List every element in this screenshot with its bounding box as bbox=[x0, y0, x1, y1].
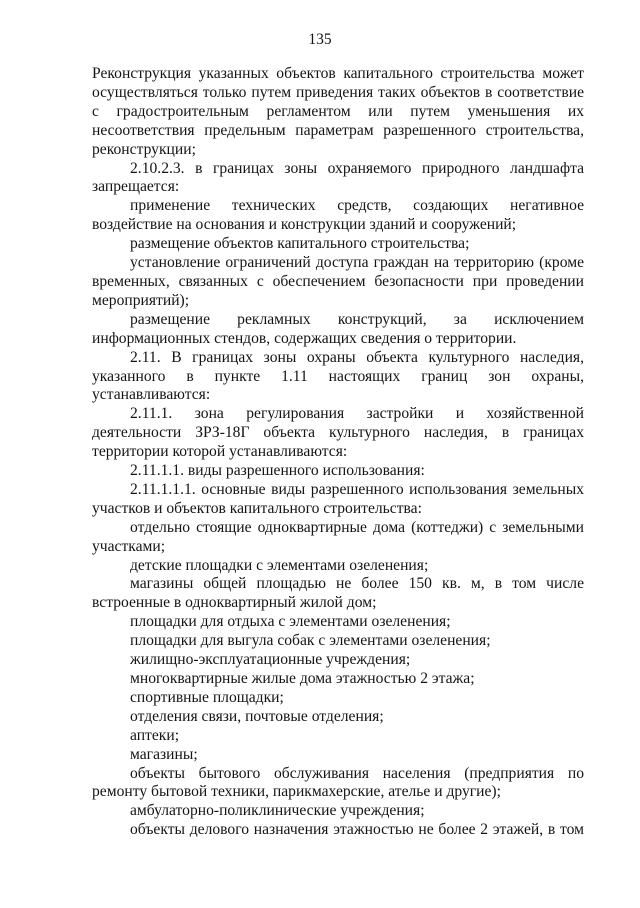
list-item: магазины общей площадью не более 150 кв. м, в том числе встроенные в одноквартирный жилой дом; bbox=[92, 575, 584, 612]
paragraph-2-11-1-1-1: 2.11.1.1.1. основные виды разрешенного использования земельных участков и объектов капитального строительства: bbox=[92, 480, 584, 517]
paragraph-2-11: 2.11. В границах зоны охраны объекта культурного наследия, указанного в пункте 1.11 настоящих границ зон охраны, устанавливаются: bbox=[92, 348, 584, 404]
list-item: магазины; bbox=[130, 745, 198, 763]
list-item: амбулаторно-поликлинические учреждения; bbox=[130, 802, 425, 820]
list-item: площадки для выгула собак с элементами озеленения; bbox=[130, 632, 491, 650]
paragraph-2-11-1: 2.11.1. зона регулирования застройки и хозяйственной деятельности ЗРЗ-18Г объекта культурного наследия, в границах территории которой устанавливаются: bbox=[92, 405, 584, 461]
list-item: отдельно стоящие одноквартирные дома (коттеджи) с земельными участками; bbox=[92, 518, 584, 555]
paragraph-reconstruction: Реконструкция указанных объектов капитального строительства может осуществляться только путем приведения таких объектов в соответствие с градостроительным регламентом или путем уменьшения их несоответствия предельным параметрам разрешенного строительства, реконструкции; bbox=[92, 65, 584, 158]
list-item: спортивные площадки; bbox=[130, 688, 284, 706]
list-item: установление ограничений доступа граждан на территорию (кроме временных, связанных с обеспечением безопасности при проведении мероприятий); bbox=[92, 254, 584, 309]
list-item: многоквартирные жилые дома этажностью 2 этажа; bbox=[130, 670, 475, 687]
document-body bbox=[92, 65, 584, 840]
list-item: жилищно-эксплуатационные учреждения; bbox=[130, 651, 411, 669]
list-item: отделения связи, почтовые отделения; bbox=[130, 707, 384, 725]
list-item: размещение объектов капитального строительства; bbox=[130, 235, 470, 253]
list-item: аптеки; bbox=[130, 726, 180, 744]
list-item: объекты бытового обслуживания населения (предприятия по ремонту бытовой техники, парикмахерские, ателье и другие); bbox=[92, 764, 584, 801]
paragraph-2-10-2-3: 2.10.2.3. в границах зоны охраняемого природного ландшафта запрещается: bbox=[92, 159, 584, 196]
list-item: площадки для отдыха с элементами озеленения; bbox=[130, 613, 451, 631]
list-item: детские площадки с элементами озеленения; bbox=[130, 556, 429, 574]
list-item: применение технических средств, создающих негативное воздействие на основания и конструкции зданий и сооружений; bbox=[92, 197, 584, 234]
page-number: 135 bbox=[308, 31, 332, 48]
list-item: объекты делового назначения этажностью не более 2 этажей, в том bbox=[130, 821, 584, 839]
list-item: размещение рекламных конструкций, за исключением информационных стендов, содержащих сведения о территории. bbox=[92, 310, 584, 347]
paragraph-2-11-1-1: 2.11.1.1. виды разрешенного использования: bbox=[130, 462, 425, 480]
